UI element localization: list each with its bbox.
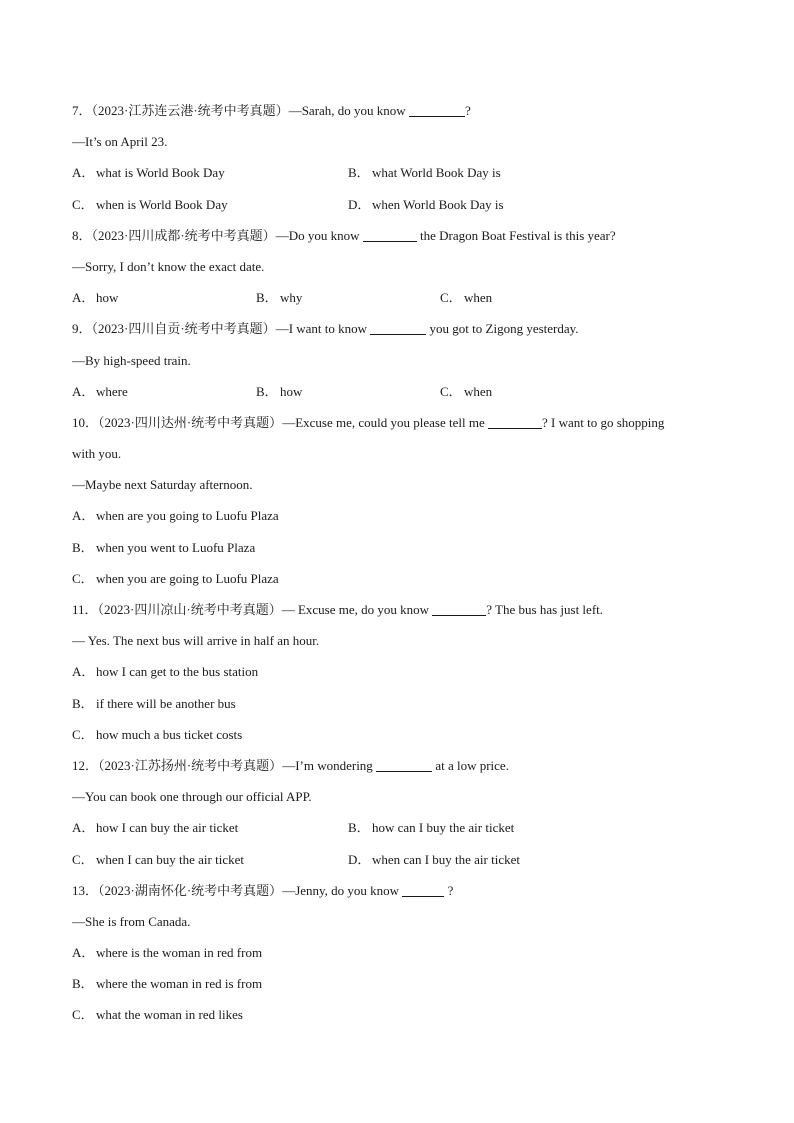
question-stem	[72, 100, 722, 131]
option-c[interactable]: C． how much a bus ticket costs	[72, 726, 243, 742]
question-number: 13．	[72, 882, 99, 898]
question-9	[72, 318, 722, 412]
stem-text: ? I want to go shopping	[541, 414, 665, 430]
option-row	[72, 849, 722, 880]
answer-blank	[488, 415, 542, 429]
reply-line: —By high-speed train.	[72, 352, 191, 368]
option-d[interactable]: D． when World Book Day is	[348, 196, 504, 212]
option-b[interactable]: B． where the woman in red is from	[72, 976, 263, 992]
option-a[interactable]: A． where is the woman in red from	[72, 945, 263, 961]
question-source: （2023·江苏扬州·统考中考真题）	[98, 757, 283, 773]
option-b[interactable]: B． when you went to Luofu Plaza	[72, 539, 256, 555]
stem-text: —Do you know	[275, 227, 363, 243]
option-a[interactable]: A． how I can get to the bus station	[72, 664, 259, 680]
question-stem	[72, 599, 722, 630]
answer-blank	[432, 602, 486, 616]
question-11	[72, 599, 722, 755]
stem-text: —Jenny, do you know	[282, 882, 403, 898]
question-13	[72, 880, 722, 1036]
question-number: 7．	[72, 103, 92, 118]
question-12	[72, 755, 722, 880]
answer-blank	[363, 228, 417, 242]
option-row	[72, 162, 722, 193]
answer-blank	[370, 321, 426, 335]
question-stem	[72, 755, 722, 786]
reply-line: —She is from Canada.	[72, 913, 191, 929]
option-b[interactable]: B． how	[256, 383, 303, 399]
question-stem	[72, 318, 722, 349]
question-number: 8．	[72, 227, 92, 243]
option-b[interactable]: B． how can I buy the air ticket	[348, 820, 515, 836]
reply-line: —It’s on April 23.	[72, 134, 168, 150]
question-number: 9．	[72, 321, 92, 337]
answer-blank	[402, 883, 444, 897]
stem-text: ? The bus has just left.	[486, 602, 604, 617]
option-c[interactable]: C． what the woman in red likes	[72, 1007, 243, 1023]
answer-blank	[409, 103, 465, 117]
stem-text: the Dragon Boat Festival is this year?	[416, 227, 616, 243]
option-b[interactable]: B． why	[256, 290, 303, 306]
option-b[interactable]: B． if there will be another bus	[72, 695, 236, 711]
stem-text: at a low price.	[432, 757, 509, 773]
question-8	[72, 225, 722, 319]
question-number: 10．	[72, 414, 99, 430]
option-a[interactable]: A． how I can buy the air ticket	[72, 820, 239, 836]
option-a[interactable]: A． where	[72, 383, 128, 399]
option-a[interactable]: A． when are you going to Luofu Plaza	[72, 508, 279, 524]
option-c[interactable]: C． when is World Book Day	[72, 196, 228, 212]
option-row	[72, 381, 722, 412]
question-source: （2023·四川凉山·统考中考真题）	[97, 602, 282, 617]
question-stem	[72, 225, 722, 256]
stem-text: ?	[464, 103, 471, 118]
option-row	[72, 817, 722, 848]
question-source: （2023·四川达州·统考中考真题）	[98, 414, 283, 430]
stem-text: —Excuse me, could you please tell me	[282, 414, 488, 430]
question-number: 11．	[72, 602, 98, 617]
stem-text: —I want to know	[275, 321, 371, 337]
stem-continuation: with you.	[72, 446, 122, 462]
stem-text: —Sarah, do you know	[288, 103, 409, 118]
question-source: （2023·湖南怀化·统考中考真题）	[98, 882, 283, 898]
option-c[interactable]: C． when you are going to Luofu Plaza	[72, 570, 279, 586]
question-source: （2023·四川成都·统考中考真题）	[91, 227, 276, 243]
option-c[interactable]: C． when I can buy the air ticket	[72, 851, 244, 867]
stem-text: — Excuse me, do you know	[281, 602, 433, 617]
option-b[interactable]: B． what World Book Day is	[348, 165, 501, 181]
option-row	[72, 194, 722, 225]
answer-blank	[376, 758, 432, 772]
option-a[interactable]: A． how	[72, 290, 119, 306]
question-stem	[72, 412, 722, 443]
reply-line: —Maybe next Saturday afternoon.	[72, 477, 253, 493]
option-c[interactable]: C． when	[440, 383, 493, 399]
reply-line: —Sorry, I don’t know the exact date.	[72, 258, 265, 274]
option-a[interactable]: A． what is World Book Day	[72, 165, 225, 181]
question-7	[72, 100, 722, 225]
question-source: （2023·江苏连云港·统考中考真题）	[91, 103, 289, 118]
question-source: （2023·四川自贡·统考中考真题）	[91, 321, 276, 337]
question-page	[72, 100, 722, 1036]
stem-text: —I’m wondering	[282, 757, 377, 773]
stem-text: you got to Zigong yesterday.	[426, 321, 579, 337]
question-stem	[72, 880, 722, 911]
option-c[interactable]: C． when	[440, 290, 493, 306]
reply-line: — Yes. The next bus will arrive in half an hour.	[72, 633, 320, 649]
option-d[interactable]: D． when can I buy the air ticket	[348, 851, 520, 867]
question-number: 12．	[72, 757, 99, 773]
reply-line: —You can book one through our official APP.	[72, 789, 312, 805]
option-row	[72, 287, 722, 318]
stem-text: ?	[444, 882, 454, 898]
question-10	[72, 412, 722, 599]
